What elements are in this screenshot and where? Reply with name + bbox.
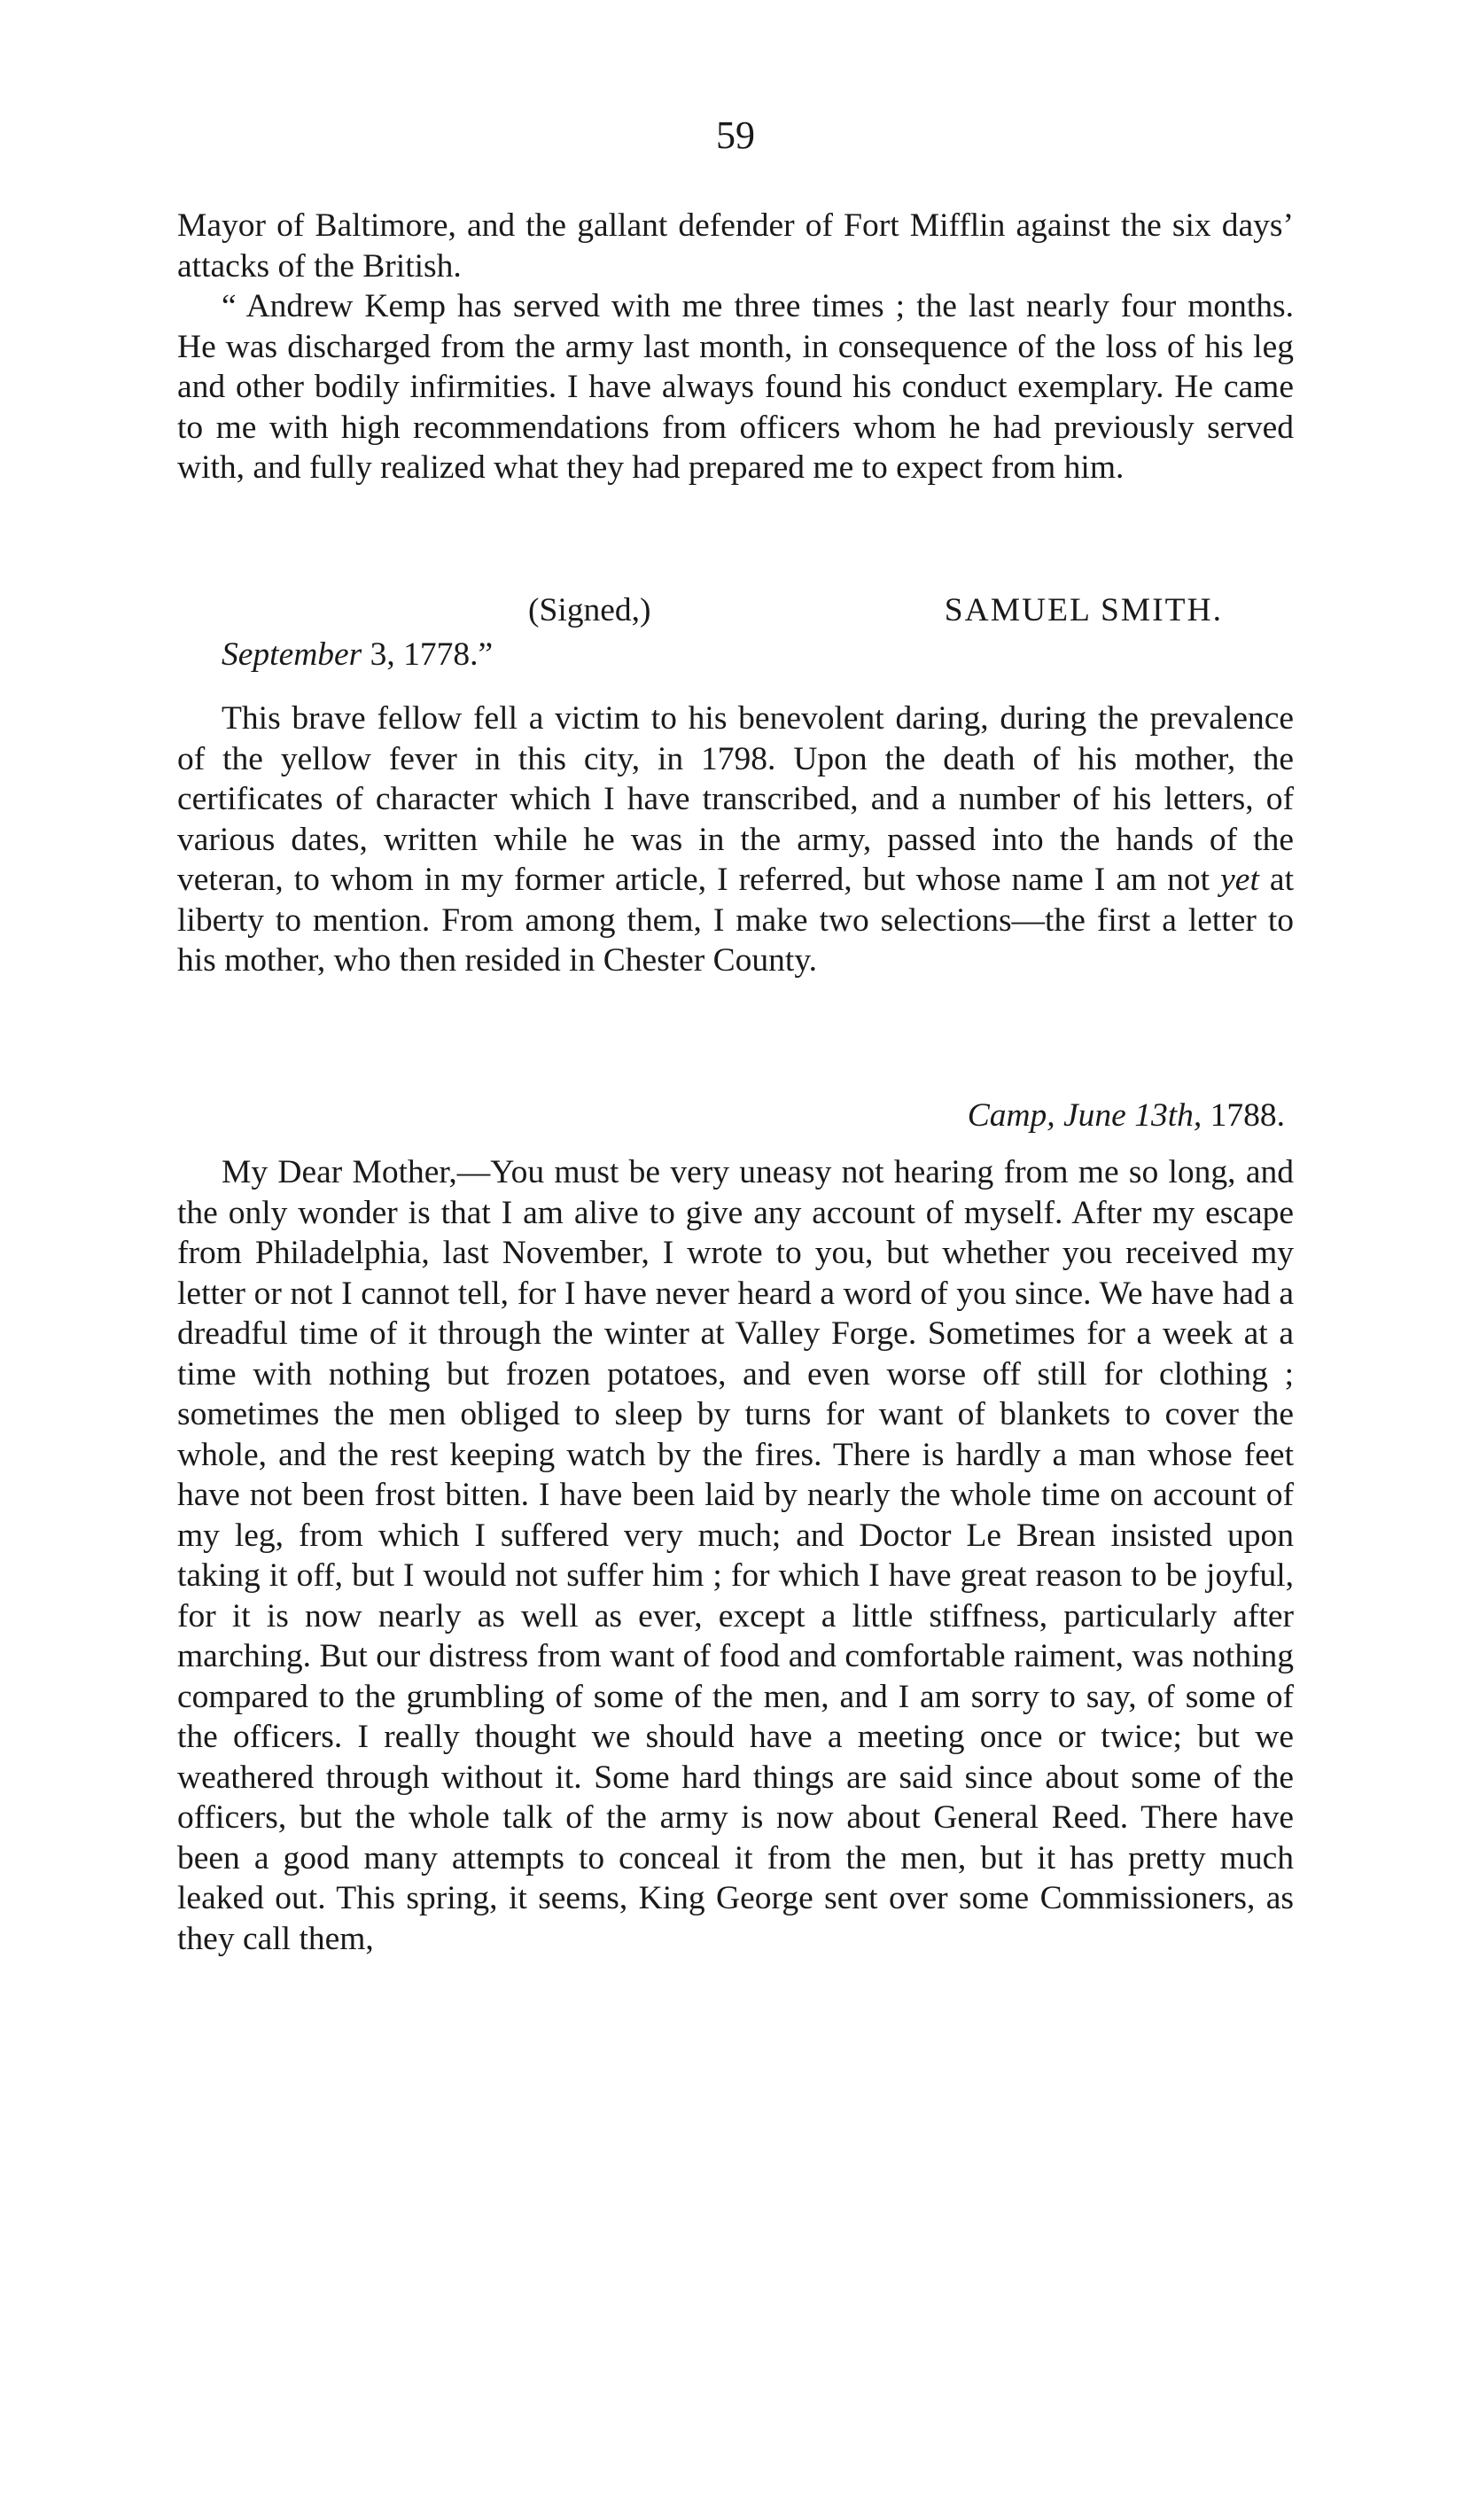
narrative-text bbox=[177, 698, 1294, 981]
signature-month: September bbox=[222, 636, 362, 673]
paragraph-mayor: Mayor of Baltimore, and the gallant defender of Fort Mifflin against the six days’ attacks of the British. bbox=[177, 207, 1294, 285]
signature-date bbox=[222, 635, 493, 675]
paragraph-letter: My Dear Mother,—You must be very uneasy not hearing from me so long, and the only wonder is that I am alive to give any account of myself. After my escape from Philadelphia, last November, I wrote to you, but whether you received my letter or not I cannot tell, for I have never heard a word of you since. We have had a dreadful time of it through the winter at Valley Forge. Sometimes for a week at a time with nothing but frozen potatoes, and even worse off still for clothing ; sometimes the men obliged to sleep by turns for want of blankets to cover the whole, and the rest keeping watch by the fires. There is hardly a man whose feet have not been frost bitten. I have been laid by nearly the whole time on account of my leg, from which I suffered very much; and Doctor Le Brean insisted upon taking it off, but I would not suffer him ; for which I have great reason to be joyful, for it is now nearly as well as ever, except a little stiffness, particularly after marching. But our distress from want of food and comfortable raiment, was nothing compared to the grumbling of some of the men, and I am sorry to say, of some of the officers. I really thought we should have a meeting once or twice; but we weathered through without it. Some hard things are said since about some of the officers, but the whole talk of the army is now about General Reed. There have been a good many attempts to conceal it from the men, but it has pretty much leaked out. This spring, it seems, King George sent over some Commissioners, as they call them, bbox=[177, 1154, 1294, 1957]
narrative-part-1: This brave fellow fell a victim to his benevolent daring, during the prevalence of the yellow fever in this city, in 1798. Upon the death of his mother, the certificates of character which I have transcribed, and a number of his letters, of various dates, written while he was in the army, passed into the hands of the veteran, to whom in my former article, I referred, but whose name I am not bbox=[177, 700, 1294, 898]
dateline-place: Camp, bbox=[967, 1097, 1055, 1134]
paragraph-certificate: “ Andrew Kemp has served with me three times ; the last nearly four months. He was discharged from the army last month, in consequence of the loss of his leg and other bodily infirmities. I have always found his conduct exemplary. He came to me with high recommendations from officers whom he had previously served with, and fully realized what they had prepared me to expect from him. bbox=[177, 288, 1294, 486]
signer-name: SAMUEL SMITH. bbox=[944, 592, 1223, 628]
narrative-italic-yet: yet bbox=[1220, 862, 1259, 898]
letter-dateline bbox=[177, 1096, 1285, 1136]
narrative-part-2: at liberty to mention. From among them, I make two selections—the first a letter to his mother, who then resided in Chester County. bbox=[177, 862, 1294, 979]
dateline-year: 1788. bbox=[1202, 1097, 1285, 1134]
dateline-month: June bbox=[1063, 1097, 1126, 1134]
page-number: 59 bbox=[716, 113, 755, 157]
certificate-text bbox=[177, 206, 1294, 488]
dateline-day: 13th, bbox=[1134, 1097, 1202, 1134]
paragraph-narrative bbox=[177, 698, 1294, 981]
signed-label: (Signed,) bbox=[528, 592, 651, 628]
signature-date-rest: 3, 1778.” bbox=[362, 636, 494, 673]
letter-text bbox=[177, 1152, 1294, 1959]
